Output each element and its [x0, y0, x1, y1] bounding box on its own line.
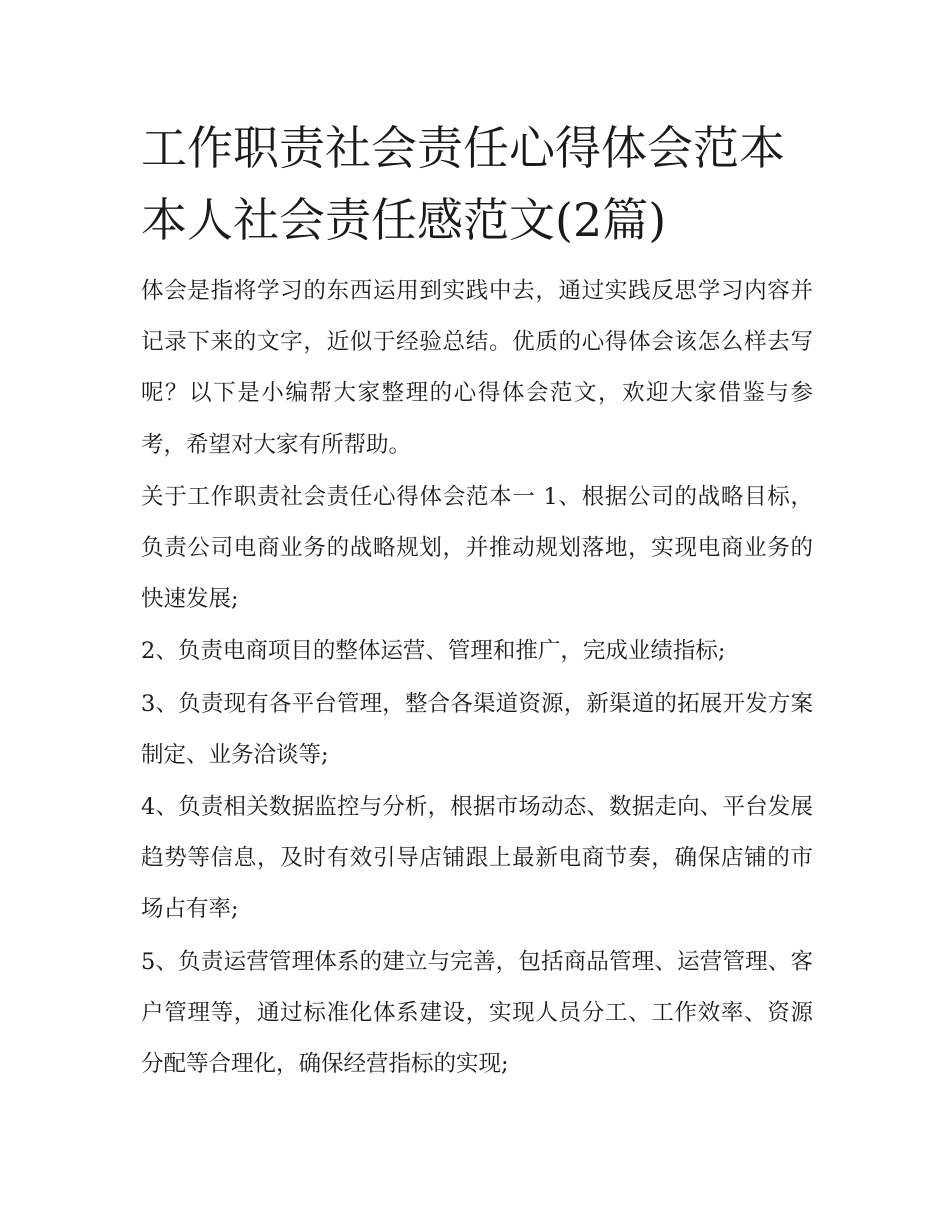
- list-item-5: 5、负责运营管理体系的建立与完善，包括商品管理、运营管理、客户管理等，通过标准化体系建设，实现人员分工、工作效率、资源分配等合理化，确保经营指标的实现;: [141, 948, 813, 1078]
- list-item-4: 4、负责相关数据监控与分析，根据市场动态、数据走向、平台发展趋势等信息，及时有效引导店铺跟上最新电商节奏，确保店铺的市场占有率;: [141, 794, 813, 923]
- intro-paragraph: 体会是指将学习的东西运用到实践中去，通过实践反思学习内容并记录下来的文字，近似于经验总结。优质的心得体会该怎么样去写呢？以下是小编帮大家整理的心得体会范文，欢迎大家借鉴与参考，希望对大家有所帮助。: [141, 278, 813, 458]
- list-item-1: 关于工作职责社会责任心得体会范本一 1、根据公司的战略目标，负责公司电商业务的战略规划，并推动规划落地，实现电商业务的快速发展;: [141, 483, 813, 613]
- document-title: 工作职责社会责任心得体会范本 本人社会责任感范文(2篇): [141, 121, 785, 247]
- document-page: [141, 112, 813, 1091]
- list-item-2: 2、负责电商项目的整体运营、管理和推广，完成业绩指标;: [141, 638, 726, 665]
- list-item-3: 3、负责现有各平台管理，整合各渠道资源，新渠道的拓展开发方案制定、业务洽谈等;: [141, 690, 813, 768]
